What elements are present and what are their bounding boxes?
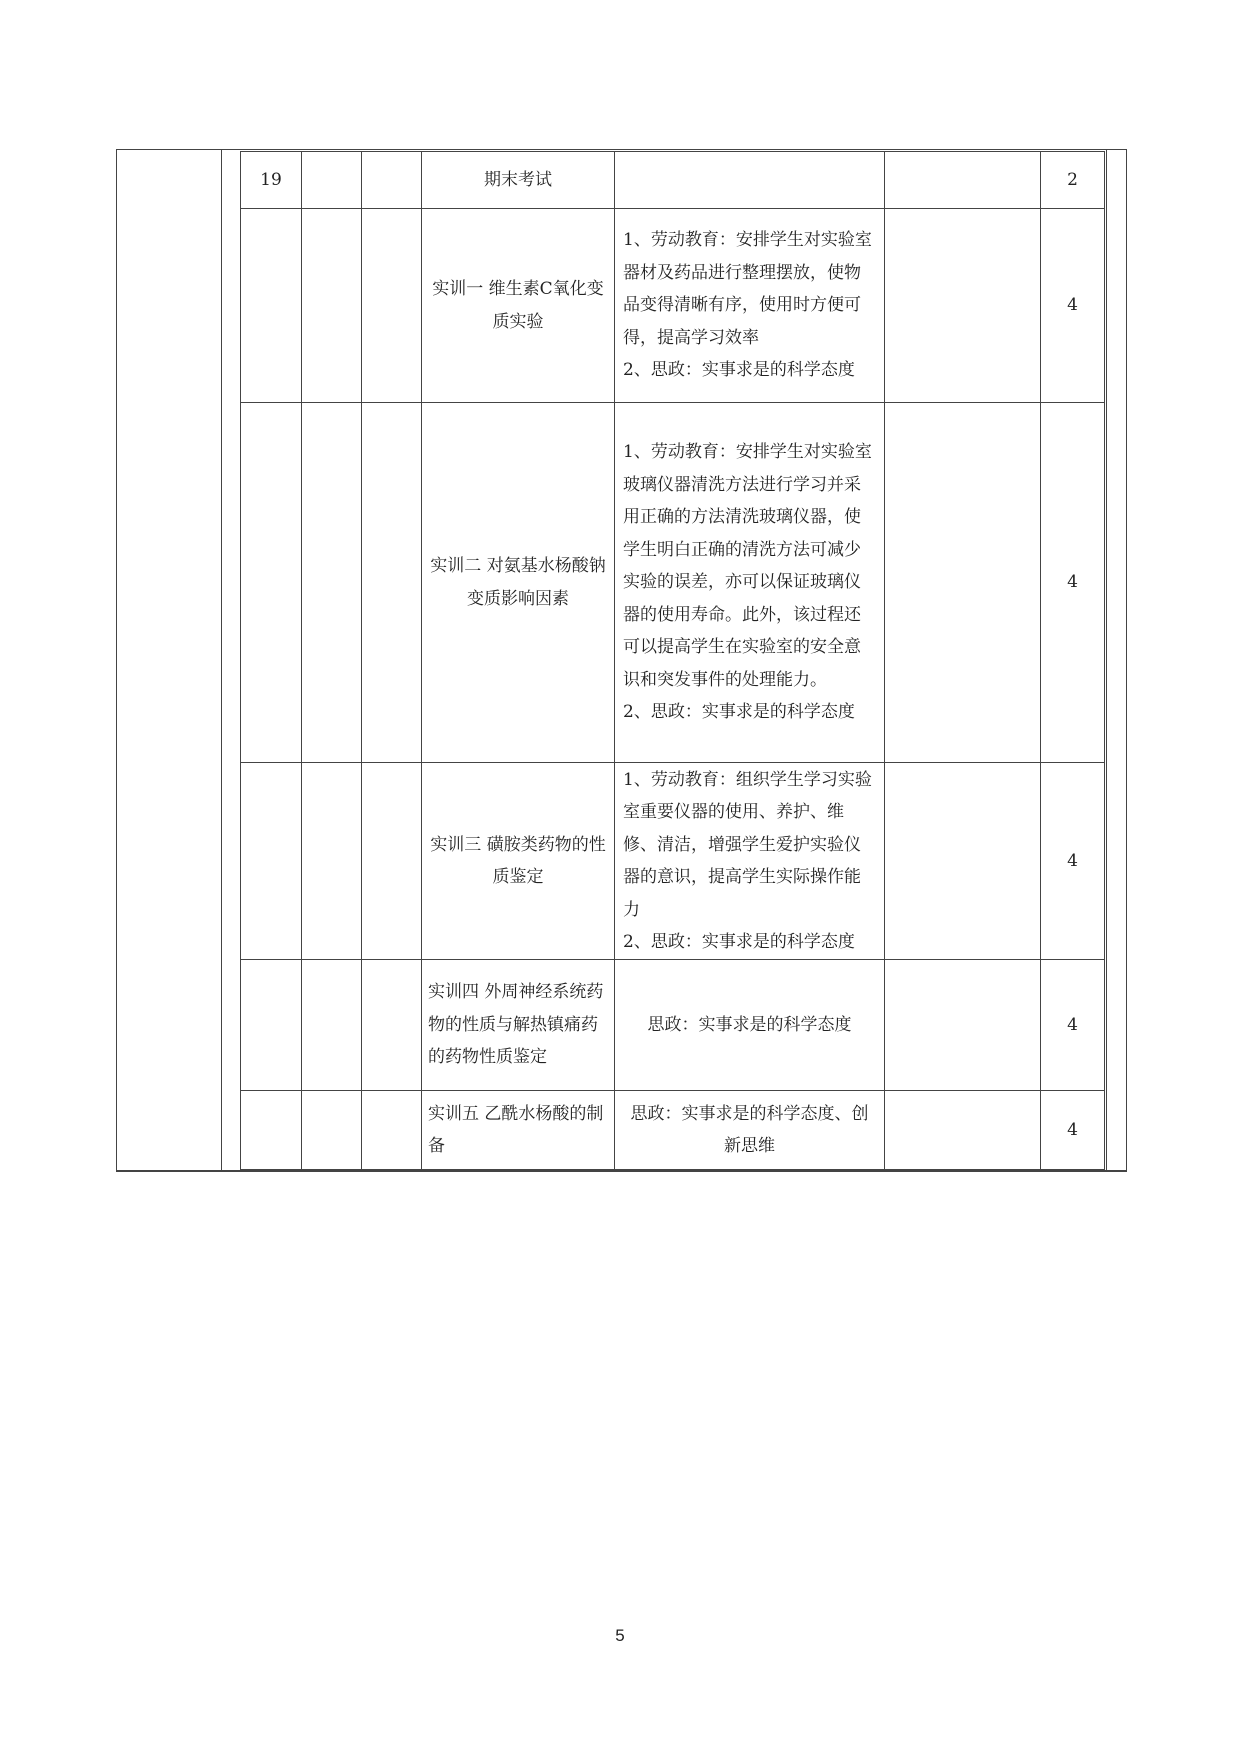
empty-cell [362,209,422,403]
empty-cell [302,1091,362,1170]
content-cell [615,152,885,209]
content-cell [615,403,885,763]
empty-cell [302,403,362,763]
table-row [241,152,1105,209]
content-text: 1、劳动教育：安排学生对实验室玻璃仪器清洗方法进行学习并采用正确的方法清洗玻璃仪器，使学生明白正确的清洗方法可减少实验的误差，亦可以保证玻璃仪器的使用寿命。此外，该过程还可以提高学生在实验室的安全意识和突发事件的处理能力。 2、思政：实事求是的科学态度 [623,442,872,723]
hours-cell: 4 [1041,403,1105,763]
topic-cell: 实训一 维生素C氧化变质实验 [422,209,615,403]
page-number: 5 [615,1626,625,1645]
week-cell [241,209,302,403]
remark-cell [885,403,1041,763]
table-row [241,960,1105,1091]
empty-cell [362,152,422,209]
hours-cell: 4 [1041,763,1105,960]
content-text: 1、劳动教育：组织学生学习实验室重要仪器的使用、养护、维修、清洁，增强学生爱护实验仪器的意识，提高学生实际操作能力 2、思政：实事求是的科学态度 [623,769,872,952]
hours-cell: 2 [1041,152,1105,209]
topic-cell: 实训二 对氨基水杨酸钠变质影响因素 [422,403,615,763]
week-cell [241,403,302,763]
empty-cell [362,763,422,960]
topic-cell: 实训五 乙酰水杨酸的制备 [422,1091,615,1170]
remark-cell [885,960,1041,1091]
week-cell: 19 [241,152,302,209]
content-cell [615,763,885,960]
topic-cell: 实训三 磺胺类药物的性质鉴定 [422,763,615,960]
content-cell: 思政：实事求是的科学态度 [615,960,885,1091]
remark-cell [885,763,1041,960]
hours-cell: 4 [1041,209,1105,403]
table-row [241,1091,1105,1170]
empty-cell [362,960,422,1091]
table-row [241,403,1105,763]
content-cell [615,209,885,403]
column-divider-1 [221,149,222,1172]
remark-cell [885,1091,1041,1170]
week-cell [241,763,302,960]
table-row [241,763,1105,960]
empty-cell [302,960,362,1091]
table-row [241,209,1105,403]
empty-cell [302,763,362,960]
hours-cell: 4 [1041,960,1105,1091]
column-divider-2 [1106,149,1107,1172]
remark-cell [885,209,1041,403]
remark-cell [885,152,1041,209]
empty-cell [362,403,422,763]
week-cell [241,1091,302,1170]
week-cell [241,960,302,1091]
content-cell: 思政：实事求是的科学态度、创新思维 [615,1091,885,1170]
empty-cell [362,1091,422,1170]
empty-cell [302,152,362,209]
schedule-table [240,151,1105,1170]
topic-cell: 期末考试 [422,152,615,209]
topic-cell: 实训四 外周神经系统药物的性质与解热镇痛药的药物性质鉴定 [422,960,615,1091]
hours-cell: 4 [1041,1091,1105,1170]
empty-cell [302,209,362,403]
content-text: 1、劳动教育：安排学生对实验室器材及药品进行整理摆放，使物品变得清晰有序，使用时方便可得，提高学习效率 2、思政：实事求是的科学态度 [623,230,872,381]
